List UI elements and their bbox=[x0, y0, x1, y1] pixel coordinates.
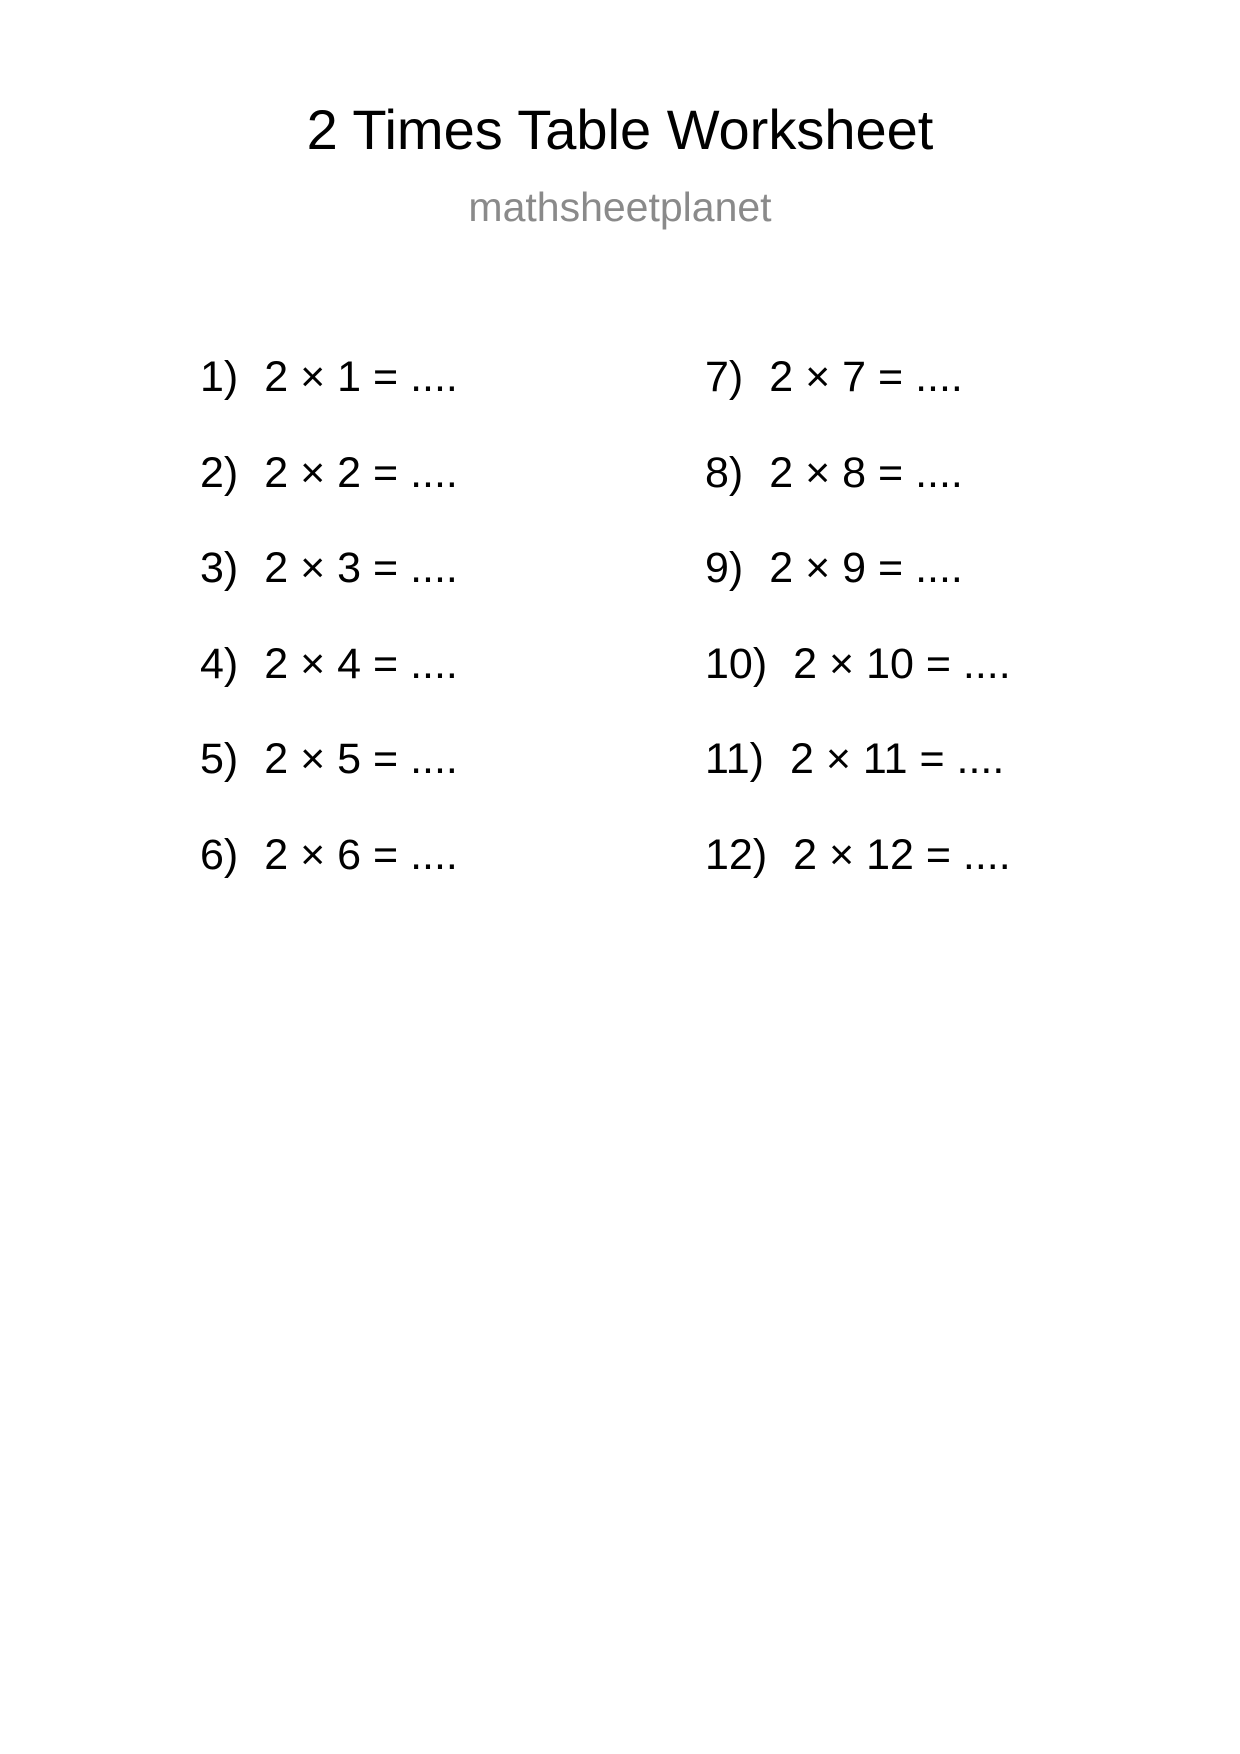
problem-4 bbox=[200, 639, 458, 735]
problem-number: 9) bbox=[705, 544, 744, 592]
problem-3 bbox=[200, 543, 458, 639]
problem-expression: 2 × 11 = .... bbox=[789, 735, 1005, 783]
problem-expression: 2 × 1 = .... bbox=[264, 353, 458, 401]
problem-expression: 2 × 2 = .... bbox=[264, 448, 458, 497]
problem-expression: 2 × 7 = .... bbox=[769, 353, 963, 401]
problem-12 bbox=[705, 830, 1011, 926]
problem-column-left bbox=[200, 352, 458, 925]
problem-1 bbox=[200, 352, 458, 448]
problem-number: 1) bbox=[200, 353, 239, 401]
problem-8 bbox=[705, 448, 1011, 544]
problem-number: 4) bbox=[200, 639, 239, 688]
problem-5 bbox=[200, 734, 458, 830]
problem-expression: 2 × 6 = .... bbox=[264, 830, 458, 879]
problem-number: 8) bbox=[705, 448, 744, 497]
problem-expression: 2 × 5 = .... bbox=[264, 735, 458, 783]
problem-number: 7) bbox=[705, 353, 744, 401]
problem-number: 11) bbox=[705, 735, 764, 783]
problem-number: 10) bbox=[705, 639, 768, 688]
problem-number: 6) bbox=[200, 830, 239, 879]
problem-number: 12) bbox=[705, 830, 768, 879]
problem-2 bbox=[200, 448, 458, 544]
problem-column-right bbox=[705, 352, 1011, 925]
problem-grid bbox=[0, 352, 1240, 912]
problem-11 bbox=[705, 734, 1011, 830]
problem-number: 2) bbox=[200, 448, 239, 497]
problem-expression: 2 × 10 = .... bbox=[793, 639, 1011, 688]
problem-9 bbox=[705, 543, 1011, 639]
problem-expression: 2 × 8 = .... bbox=[769, 448, 963, 497]
problem-number: 5) bbox=[200, 735, 239, 783]
problem-expression: 2 × 9 = .... bbox=[769, 544, 963, 592]
problem-expression: 2 × 12 = .... bbox=[793, 830, 1011, 879]
worksheet-title: 2 Times Table Worksheet bbox=[306, 98, 934, 161]
worksheet-subtitle: mathsheetplanet bbox=[468, 184, 772, 230]
problem-expression: 2 × 3 = .... bbox=[264, 544, 458, 592]
problem-10 bbox=[705, 639, 1011, 735]
problem-7 bbox=[705, 352, 1011, 448]
problem-number: 3) bbox=[200, 544, 239, 592]
problem-6 bbox=[200, 830, 458, 926]
problem-expression: 2 × 4 = .... bbox=[264, 639, 458, 688]
